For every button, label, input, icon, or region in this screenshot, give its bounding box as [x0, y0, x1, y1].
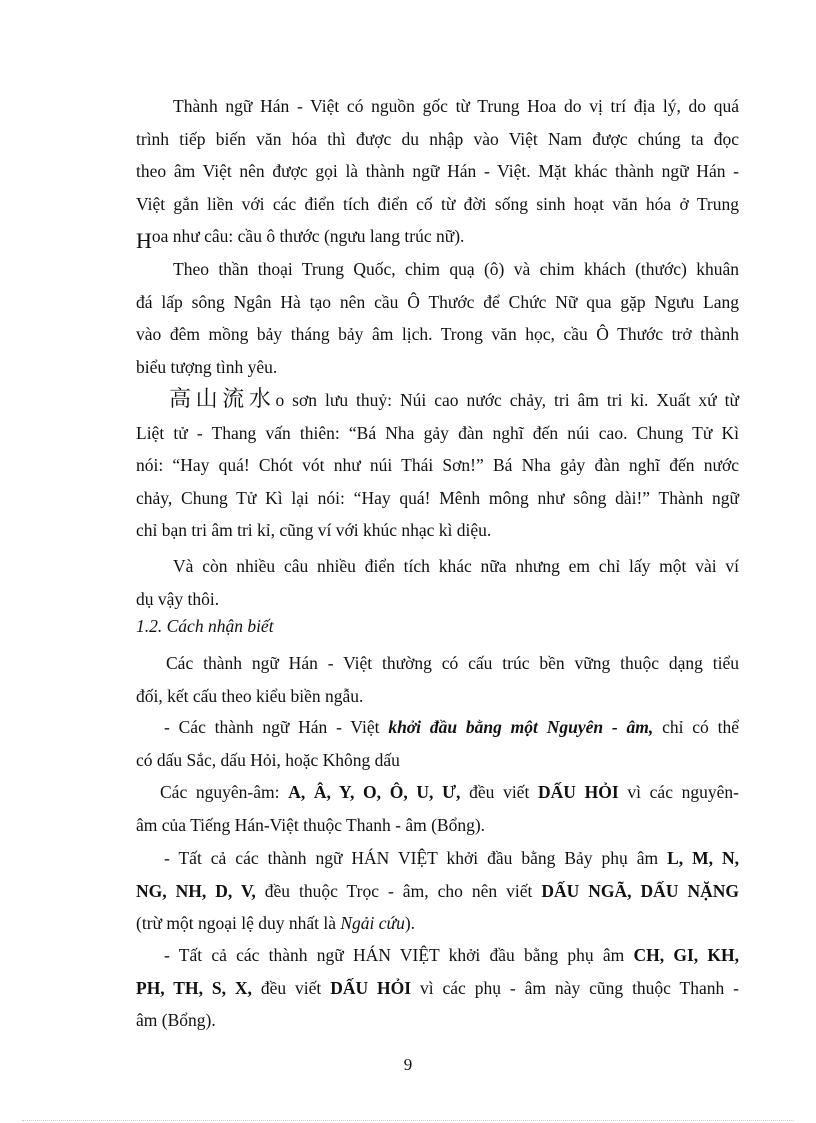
- text-fragment: ).: [404, 913, 416, 933]
- paragraph-5: [136, 647, 739, 712]
- text-line: [136, 939, 739, 972]
- text-line: Và còn nhiều câu nhiều điển tích khác nữa nhưng em chỉ lấy một vài ví: [173, 556, 739, 576]
- text-fragment: đều viết: [251, 977, 331, 998]
- paragraph-6: [136, 711, 739, 776]
- text-line: dụ vậy thôi.: [136, 588, 220, 609]
- text-line: Thành ngữ Hán - Việt có nguồn gốc từ Trung Hoa do vị trí địa lý, do quá: [173, 96, 739, 116]
- text-line: biểu tượng tình yêu.: [136, 356, 278, 377]
- section-heading: 1.2. Cách nhận biết: [136, 616, 274, 636]
- text-fragment: vì các phụ - âm này cũng thuộc Thanh -: [411, 977, 740, 998]
- italic-text: Ngải cứu: [340, 913, 405, 933]
- text-line: [136, 972, 739, 1005]
- bold-text: DẤU HỎI: [330, 977, 412, 998]
- text-line: chỉ bạn tri âm tri kỉ, cũng ví với khúc nhạc kì diệu.: [136, 520, 492, 540]
- text-fragment: vì các nguyên-: [618, 782, 740, 802]
- chinese-idiom: 高山流水: [169, 387, 276, 412]
- text-line: vào đêm mồng bảy tháng bảy âm lịch. Trong văn học, cầu Ô Thước trở thành: [136, 324, 739, 344]
- text-line: có dấu Sắc, dấu Hỏi, hoặc Không dấu: [136, 749, 400, 770]
- text-fragment: đều thuộc Trọc - âm, cho nên viết: [255, 880, 542, 901]
- paragraph-8: [136, 842, 739, 940]
- paragraph-1: [136, 90, 739, 253]
- text-line: âm của Tiếng Hán-Việt thuộc Thanh - âm (Bổng).: [136, 814, 486, 835]
- paragraph-9: [136, 939, 739, 1037]
- paragraph-2: [136, 253, 739, 383]
- text-line: [136, 384, 739, 417]
- text-line: [136, 711, 739, 744]
- text-line: [136, 842, 739, 875]
- text-fragment: (trừ một ngoại lệ duy nhất là: [136, 913, 341, 933]
- bold-text: CH, GI, KH,: [633, 945, 739, 965]
- paragraph-7: [136, 776, 739, 841]
- text-line: Theo thần thoại Trung Quốc, chim quạ (ô) và chim khách (thước) khuân: [173, 259, 739, 279]
- paragraph-3: [136, 384, 739, 547]
- text-line: theo âm Việt nên được gọi là thành ngữ Hán - Việt. Mặt khác thành ngữ Hán -: [136, 161, 739, 181]
- text-fragment: chỉ có thể: [653, 717, 739, 737]
- text-fragment: - Các thành ngữ Hán - Việt: [164, 717, 389, 737]
- text-fragment: Các nguyên-âm:: [160, 782, 289, 802]
- text-line: [136, 776, 739, 809]
- page-bottom-divider: [22, 1120, 794, 1121]
- text-line: [136, 907, 739, 940]
- text-line: Các thành ngữ Hán - Việt thường có cấu trúc bền vững thuộc dạng tiểu: [166, 653, 739, 673]
- bold-text: DẤU NGÃ, DẤU NẶNG: [541, 880, 739, 901]
- text-line: âm (Bổng).: [136, 1010, 216, 1030]
- bold-text: A, Â, Y, O, Ô, U, Ư,: [288, 782, 461, 802]
- bold-text: NG, NH, D, V,: [136, 880, 256, 901]
- text-fragment: - Tất cả các thành ngữ HÁN VIỆT khởi đầu bằng phụ âm: [164, 945, 634, 965]
- text-fragment: oa như câu: cầu ô thước (ngưu lang trúc nữ).: [151, 226, 465, 246]
- bold-text: L, M, N,: [667, 848, 739, 868]
- paragraph-4: [136, 550, 739, 615]
- text-fragment: - Tất cả các thành ngữ HÁN VIỆT khởi đầu bằng Bảy phụ âm: [164, 848, 668, 868]
- text-fragment: o sơn lưu thuỷ: Núi cao nước chảy, tri âm tri kỉ. Xuất xứ từ: [275, 390, 739, 410]
- drop-letter: H: [136, 228, 152, 253]
- text-line: nói: “Hay quá! Chót vót như núi Thái Sơn!” Bá Nha gảy đàn nghĩ đến nước: [136, 455, 739, 475]
- text-line: trình tiếp biến văn hóa thì được du nhập vào Việt Nam được chúng ta đọc: [136, 128, 739, 149]
- text-line: Việt gắn liền với các điển tích điển cố từ đời sống sinh hoạt văn hóa ở Trung: [136, 193, 739, 214]
- text-line: [136, 220, 739, 253]
- text-fragment: đều viết: [460, 782, 539, 802]
- bold-text: PH, TH, S, X,: [136, 977, 252, 998]
- text-line: [136, 875, 739, 908]
- bold-text: DẤU HỎI: [538, 782, 619, 802]
- text-line: đá lấp sông Ngân Hà tạo nên cầu Ô Thước để Chức Nữ qua gặp Ngưu Lang: [136, 291, 739, 312]
- text-line: đối, kết cấu theo kiểu biền ngẫu.: [136, 685, 364, 706]
- text-line: Liệt tử - Thang vấn thiên: “Bá Nha gảy đàn nghĩ đến núi cao. Chung Tử Kì: [136, 422, 739, 443]
- text-line: chảy, Chung Tử Kì lại nói: “Hay quá! Mênh mông như sông dài!” Thành ngữ: [136, 487, 739, 508]
- page-number: 9: [403, 1055, 413, 1074]
- emphasis-text: khởi đầu bằng một Nguyên - âm,: [388, 717, 654, 737]
